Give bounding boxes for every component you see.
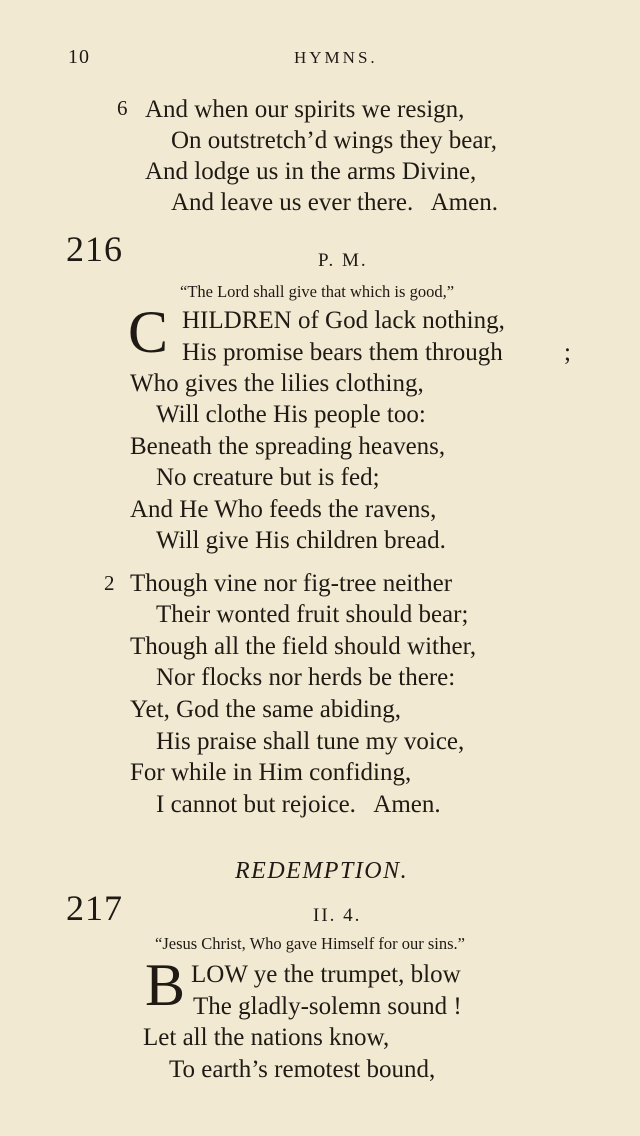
page-number: 10: [68, 46, 90, 68]
verse-line: On outstretch’d wings they bear,: [171, 127, 498, 154]
stanza-number: 6: [117, 96, 128, 120]
verse-line: Will clothe His people too:: [156, 401, 426, 428]
verse-line: Though vine nor fig-tree neither: [130, 570, 453, 597]
verse-line: And when our spirits we resign,: [145, 96, 465, 123]
verse-line: HILDREN of God lack nothing,: [182, 307, 505, 334]
verse-line: For while in Him confiding,: [130, 759, 412, 786]
hymn-meter: P. M.: [318, 250, 368, 271]
verse-line: LOW ye the trumpet, blow: [191, 961, 461, 988]
hymn-number: 216: [66, 229, 123, 269]
verse-line: Will give His children bread.: [156, 527, 446, 554]
verse-line: Though all the field should wither,: [130, 633, 477, 660]
verse-line: I cannot but rejoice. Amen.: [156, 791, 441, 818]
verse-line: To earth’s remotest bound,: [169, 1056, 436, 1083]
drop-cap: B: [145, 952, 186, 1018]
verse-line: His promise bears them through: [182, 339, 503, 366]
verse-line: Who gives the lilies clothing,: [130, 370, 424, 397]
verse-line: And leave us ever there. Amen.: [171, 189, 498, 216]
hymn-number: 217: [66, 888, 123, 928]
verse-line: And He Who feeds the ravens,: [130, 496, 437, 523]
verse-line: Let all the nations know,: [143, 1024, 390, 1051]
verse-line: His praise shall tune my voice,: [156, 728, 465, 755]
verse-line: And lodge us in the arms Divine,: [145, 158, 477, 185]
verse-line: Beneath the spreading heavens,: [130, 433, 446, 460]
drop-cap: C: [128, 299, 169, 365]
hymn-meter: II. 4.: [313, 905, 362, 926]
hymn-epigraph: “Jesus Christ, Who gave Himself for our sins.”: [155, 934, 465, 953]
hymn-epigraph: “The Lord shall give that which is good,”: [180, 282, 455, 301]
verse-line: Their wonted fruit should bear;: [156, 601, 469, 628]
verse-line: No creature but is fed;: [156, 464, 380, 491]
verse-punctuation: ;: [564, 339, 571, 366]
verse-line: Yet, God the same abiding,: [130, 696, 402, 723]
verse-line: The gladly-solemn sound !: [193, 993, 462, 1020]
verse-line: Nor flocks nor herds be there:: [156, 664, 456, 691]
running-head: HYMNS.: [294, 48, 378, 67]
section-heading: REDEMPTION.: [235, 858, 409, 884]
stanza-number: 2: [104, 571, 115, 595]
